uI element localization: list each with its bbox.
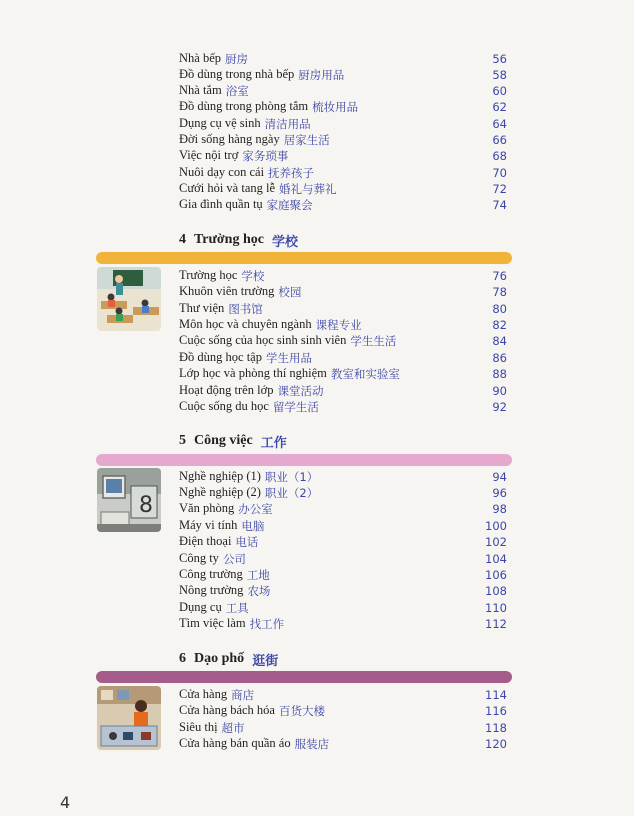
toc-row-vn: Lớp học và phòng thí nghiệm <box>179 366 327 380</box>
toc-row-zh: 梳妆用品 <box>312 100 359 114</box>
toc-row-zh: 家庭聚会 <box>266 198 313 212</box>
toc-row-vn: Việc nội trợ <box>179 148 239 162</box>
toc-row[interactable] <box>179 366 507 382</box>
chapter-bar <box>96 454 512 466</box>
toc-row-zh: 图书馆 <box>228 302 263 316</box>
toc-row-vn: Nhà bếp <box>179 51 221 65</box>
toc-row-vn: Trường học <box>179 268 238 282</box>
toc-row-zh: 抚养孩子 <box>268 166 315 180</box>
toc-row-vn: Gia đình quần tụ <box>179 197 263 211</box>
office-icon <box>97 468 161 532</box>
chapter-bar <box>96 671 512 683</box>
toc-row-vn: Nông trường <box>179 583 244 597</box>
toc-row-page: 70 <box>492 166 507 180</box>
chapter-thumbnail <box>97 686 161 750</box>
toc-row-page: 94 <box>492 470 507 484</box>
toc-row-zh: 职业（2） <box>264 486 319 500</box>
toc-row-vn: Đồ dùng học tập <box>179 350 262 364</box>
chapter-title-zh: 工作 <box>260 435 287 451</box>
toc-row[interactable] <box>179 551 507 567</box>
toc-row-vn: Văn phòng <box>179 501 235 515</box>
chapter-heading <box>179 649 278 669</box>
toc-row-page: 56 <box>492 52 507 66</box>
toc-row-zh: 校园 <box>278 285 302 299</box>
toc-row[interactable] <box>179 148 507 164</box>
toc-row-vn: Hoạt động trên lớp <box>179 383 274 397</box>
toc-row-zh: 服装店 <box>294 737 330 751</box>
toc-row[interactable] <box>179 197 507 213</box>
toc-row-vn: Tìm việc làm <box>179 616 246 630</box>
toc-row[interactable] <box>179 501 507 517</box>
toc-row-vn: Điện thoại <box>179 534 232 548</box>
toc-row-vn: Dụng cụ <box>179 600 222 614</box>
chapter-number: 4 <box>179 232 186 247</box>
toc-row[interactable] <box>179 703 507 719</box>
toc-row-page: 110 <box>485 601 507 615</box>
toc-row-page: 76 <box>492 269 507 283</box>
toc-row[interactable] <box>179 383 507 399</box>
toc-row-page: 66 <box>492 133 507 147</box>
toc-row-vn: Cuộc sống du học <box>179 399 269 413</box>
toc-row-page: 106 <box>485 568 507 582</box>
toc-row[interactable] <box>179 736 507 752</box>
chapter-title-vn: Dạo phố <box>194 651 245 666</box>
toc-row-zh: 课堂活动 <box>277 384 324 398</box>
toc-row[interactable] <box>179 317 507 333</box>
toc-row[interactable] <box>179 181 507 197</box>
toc-row-zh: 找工作 <box>249 617 285 631</box>
toc-row-page: 92 <box>492 400 507 414</box>
toc-row-page: 116 <box>485 704 507 718</box>
toc-row-zh: 农场 <box>247 584 271 598</box>
chapter-heading <box>179 431 287 451</box>
toc-row-page: 98 <box>492 502 507 516</box>
toc-row-vn: Công trường <box>179 567 243 581</box>
chapter-bar <box>96 252 512 264</box>
toc-row-zh: 商店 <box>231 688 255 702</box>
toc-row-page: 120 <box>485 737 507 751</box>
toc-row-zh: 公司 <box>222 552 246 566</box>
toc-row-vn: Nghề nghiệp (2) <box>179 485 261 499</box>
toc-row-zh: 电脑 <box>241 519 265 533</box>
toc-row-zh: 浴室 <box>225 84 249 98</box>
toc-row[interactable] <box>179 284 507 300</box>
toc-row[interactable] <box>179 720 507 736</box>
toc-row-vn: Cuộc sống của học sinh sinh viên <box>179 333 347 347</box>
toc-row-vn: Khuôn viên trường <box>179 284 275 298</box>
chapter-number: 5 <box>179 433 186 448</box>
toc-row-zh: 学生生活 <box>350 334 397 348</box>
toc-row-vn: Thư viện <box>179 301 225 315</box>
toc-row[interactable] <box>179 67 507 83</box>
toc-row-zh: 学校 <box>241 269 265 283</box>
toc-row-page: 58 <box>492 68 507 82</box>
chapter-thumbnail <box>97 468 161 532</box>
toc-row-page: 74 <box>492 198 507 212</box>
toc-row[interactable] <box>179 268 507 284</box>
toc-row[interactable] <box>179 518 507 534</box>
toc-row-vn: Nuôi dạy con cái <box>179 165 265 179</box>
svg-text:8: 8 <box>139 493 153 518</box>
toc-row[interactable] <box>179 99 507 115</box>
toc-row-vn: Cửa hàng bách hóa <box>179 703 275 717</box>
toc-row-vn: Cửa hàng <box>179 687 228 701</box>
toc-row-zh: 家务琐事 <box>242 149 289 163</box>
toc-row-page: 72 <box>492 182 507 196</box>
toc-row[interactable] <box>179 301 507 317</box>
toc-row-page: 68 <box>492 149 507 163</box>
shop-icon <box>97 686 161 750</box>
toc-row-vn: Môn học và chuyên ngành <box>179 317 312 331</box>
toc-row[interactable] <box>179 567 507 583</box>
toc-row-zh: 工具 <box>225 601 249 615</box>
chapter-number: 6 <box>179 651 186 666</box>
toc-row-zh: 厨房 <box>225 52 248 66</box>
chapter-title-zh: 逛街 <box>252 653 279 669</box>
toc-row-page: 80 <box>492 302 507 316</box>
toc-row-page: 112 <box>485 617 507 631</box>
toc-row-vn: Đời sống hàng ngày <box>179 132 280 146</box>
toc-row-page: 62 <box>492 100 507 114</box>
toc-row[interactable] <box>179 350 507 366</box>
toc-row-zh: 电话 <box>235 535 259 549</box>
toc-row-zh: 教室和实验室 <box>330 367 400 381</box>
toc-row-page: 114 <box>485 688 507 702</box>
toc-row-page: 100 <box>485 519 507 533</box>
toc-row[interactable] <box>179 600 507 616</box>
toc-row-vn: Cưới hỏi và tang lễ <box>179 181 276 195</box>
toc-row-vn: Máy vi tính <box>179 518 238 532</box>
toc-row[interactable] <box>179 333 507 349</box>
toc-row[interactable] <box>179 583 507 599</box>
page-number: 4 <box>60 793 71 812</box>
toc-row-page: 78 <box>492 285 507 299</box>
toc-row[interactable] <box>179 132 507 148</box>
chapter-title-vn: Công việc <box>194 433 253 448</box>
toc-row-zh: 职业（1） <box>264 470 319 484</box>
toc-row-zh: 学生用品 <box>265 351 312 365</box>
toc-row-vn: Công ty <box>179 551 219 565</box>
toc-row-page: 90 <box>492 384 507 398</box>
chapter-title-vn: Trường học <box>194 232 264 247</box>
toc-row[interactable] <box>179 83 507 99</box>
toc-row-zh: 超市 <box>221 721 245 735</box>
toc-row-zh: 课程专业 <box>315 318 362 332</box>
toc-row-vn: Nghề nghiệp (1) <box>179 469 261 483</box>
classroom-icon <box>97 267 161 331</box>
toc-row-page: 104 <box>485 552 507 566</box>
toc-row-zh: 百货大楼 <box>278 704 325 718</box>
toc-row[interactable] <box>179 469 507 485</box>
toc-row-zh: 婚礼与葬礼 <box>279 182 337 196</box>
toc-row-zh: 居家生活 <box>283 133 330 147</box>
toc-row-vn: Đồ dùng trong nhà bếp <box>179 67 295 81</box>
toc-row[interactable] <box>179 51 507 67</box>
toc-row[interactable] <box>179 116 507 132</box>
toc-row-vn: Nhà tắm <box>179 83 222 97</box>
toc-row[interactable] <box>179 485 507 501</box>
toc-row-zh: 办公室 <box>238 502 273 516</box>
chapter-thumbnail <box>97 267 161 331</box>
toc-row-page: 102 <box>485 535 507 549</box>
toc-row-vn: Dụng cụ vệ sinh <box>179 116 261 130</box>
toc-row-page: 84 <box>492 334 507 348</box>
toc-row-vn: Siêu thị <box>179 720 218 734</box>
toc-row[interactable] <box>179 399 507 415</box>
toc-row-page: 118 <box>485 721 507 735</box>
toc-row-page: 60 <box>492 84 507 98</box>
toc-row-zh: 清洁用品 <box>264 117 311 131</box>
toc-row-vn: Cửa hàng bán quần áo <box>179 736 291 750</box>
toc-row[interactable] <box>179 165 507 181</box>
toc-row[interactable] <box>179 534 507 550</box>
chapter-heading <box>179 230 298 250</box>
toc-row-page: 86 <box>492 351 507 365</box>
toc-row-zh: 厨房用品 <box>298 68 345 82</box>
toc-row[interactable] <box>179 687 507 703</box>
toc-row-page: 64 <box>492 117 507 131</box>
toc-row-vn: Đồ dùng trong phòng tắm <box>179 99 309 113</box>
toc-row-page: 108 <box>485 584 507 598</box>
toc-row-page: 82 <box>492 318 507 332</box>
toc-row-zh: 留学生活 <box>272 400 319 414</box>
toc-row[interactable] <box>179 616 507 632</box>
chapter-title-zh: 学校 <box>271 234 298 250</box>
toc-row-page: 88 <box>492 367 507 381</box>
toc-row-zh: 工地 <box>246 568 270 582</box>
toc-row-page: 96 <box>492 486 507 500</box>
